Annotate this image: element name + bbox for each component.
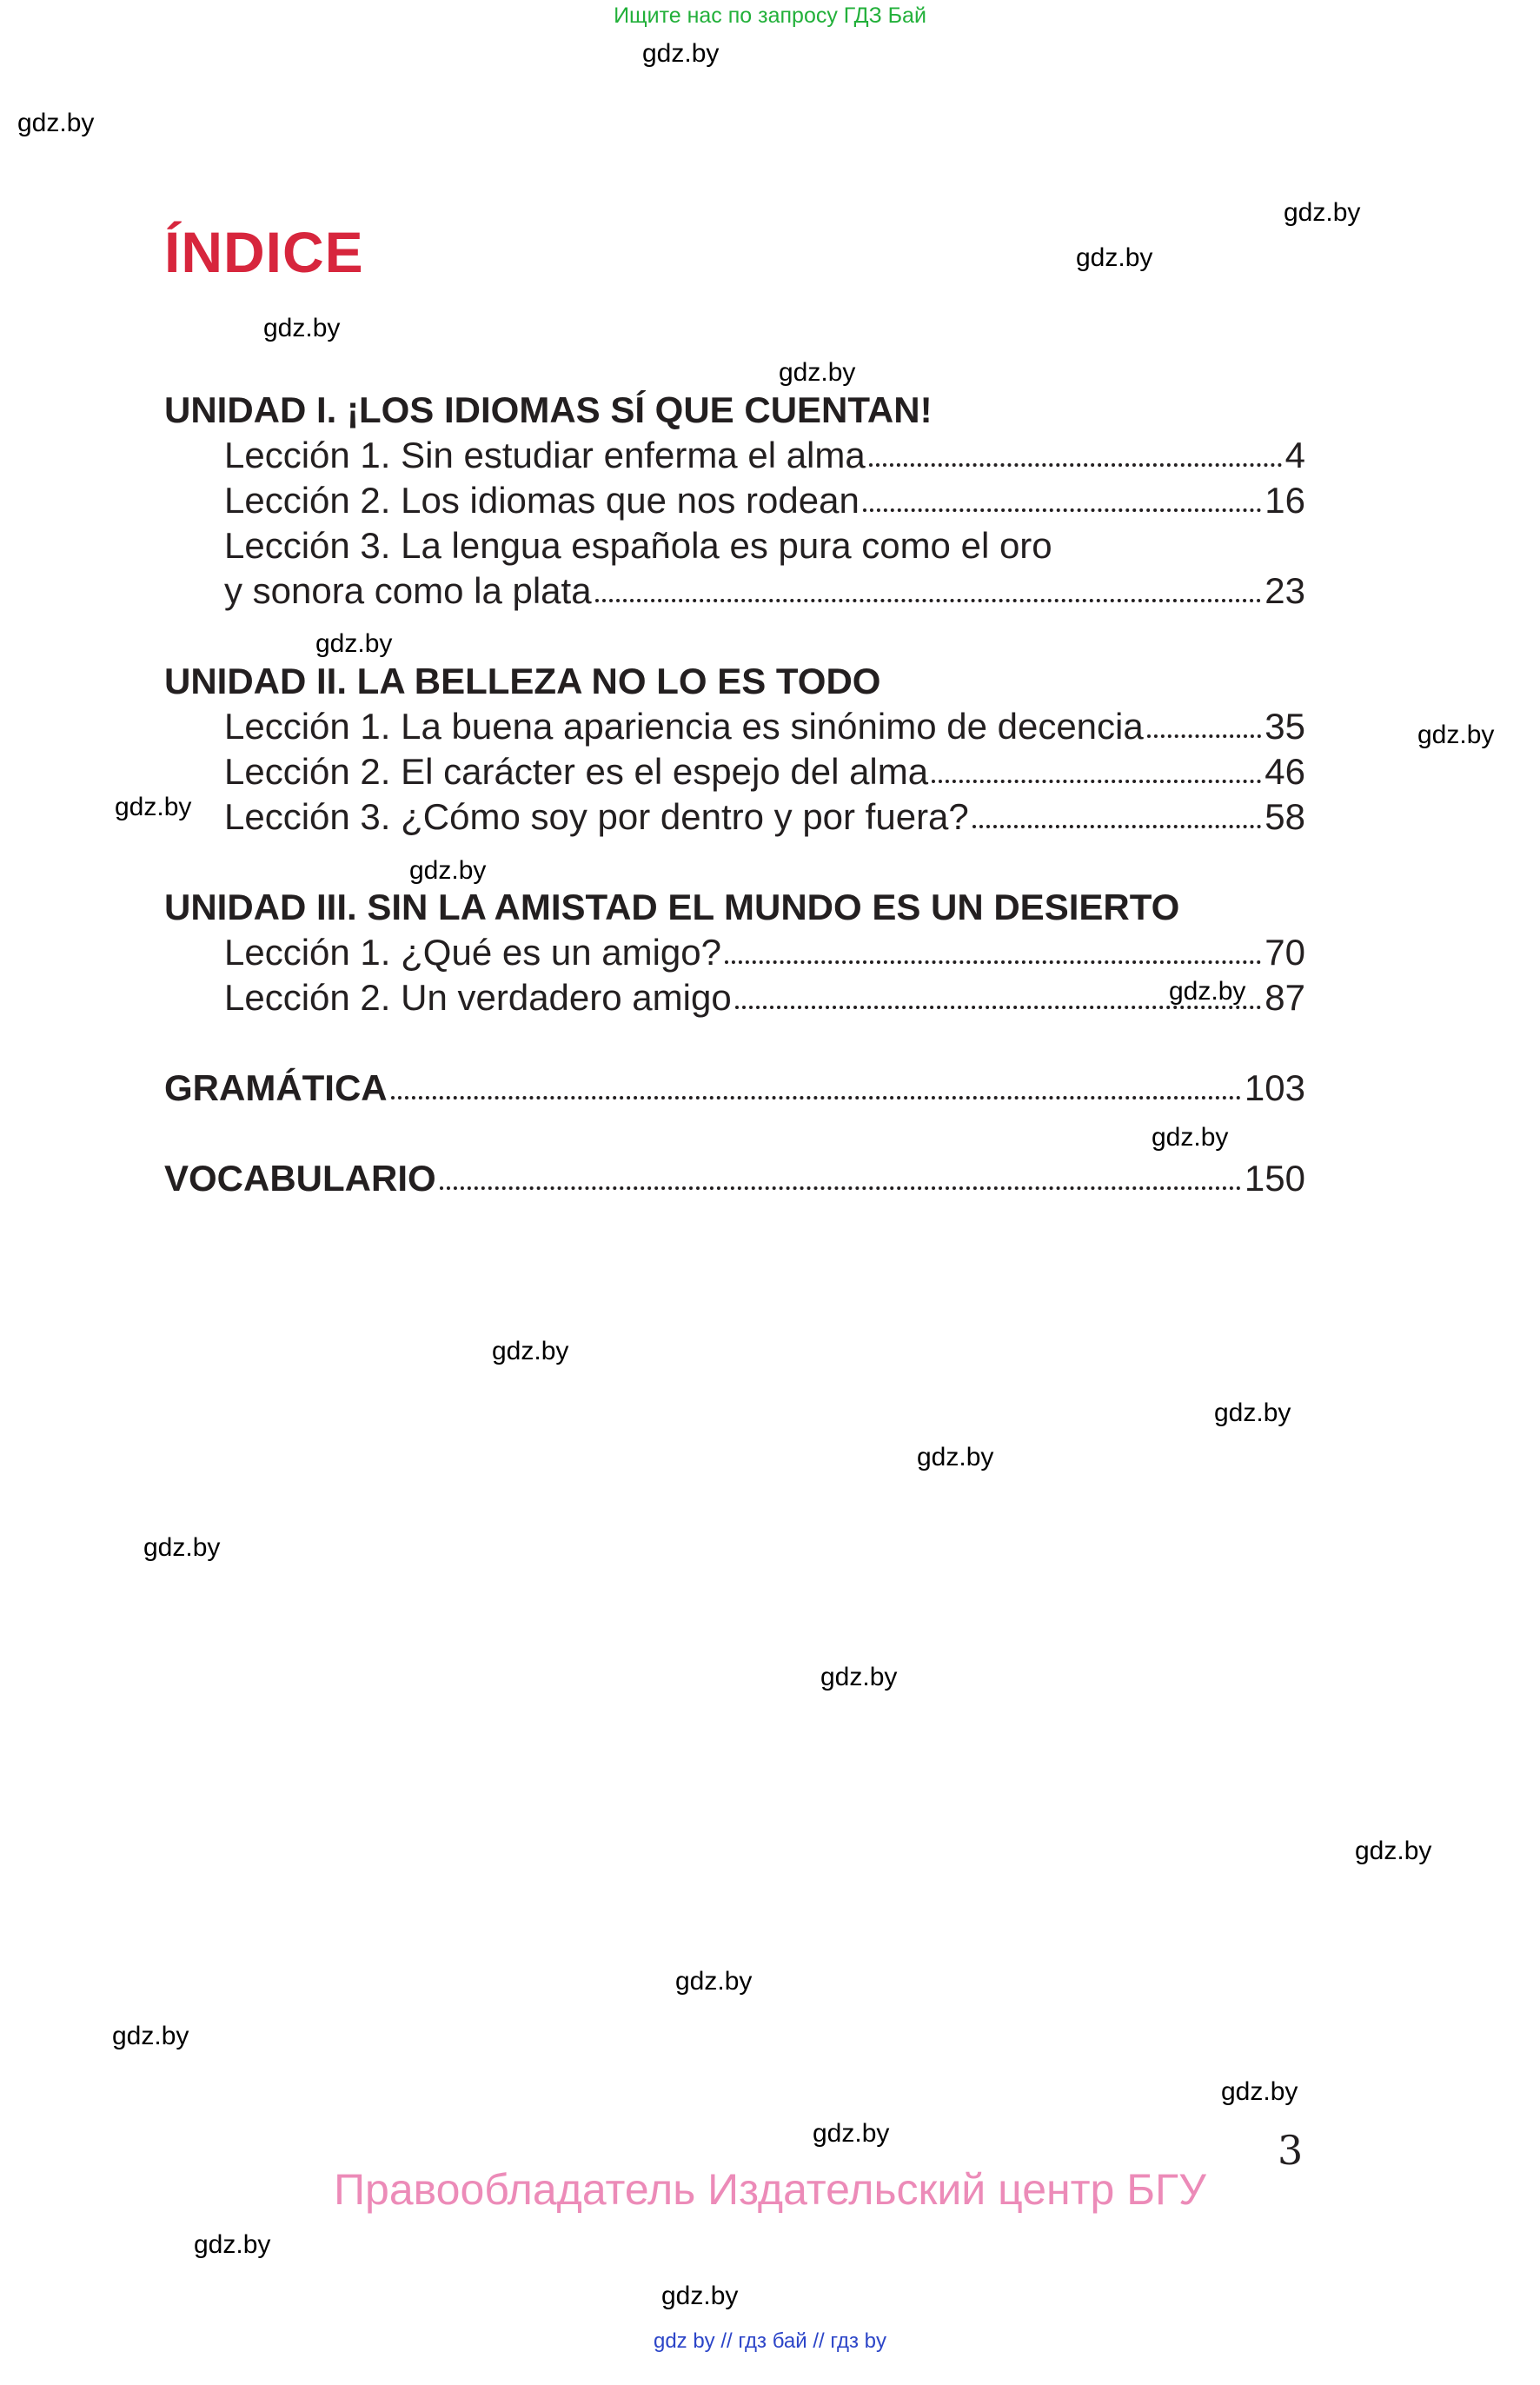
watermark: gdz.by [1169,977,1246,1006]
toc-entry-text: Lección 1. Sin estudiar enferma el alma [224,435,866,475]
toc-entry[interactable] [224,796,1305,838]
toc-entry[interactable] [224,480,1305,522]
watermark: gdz.by [315,629,393,658]
watermark: gdz.by [1417,721,1495,749]
watermark: gdz.by [1152,1123,1229,1152]
dot-leader [863,508,1261,512]
toc-section-page: 103 [1244,1067,1305,1108]
toc-entry-text: Lección 3. ¿Cómo soy por dentro y por fuera? [224,796,969,837]
unit-heading: UNIDAD II. LA BELLEZA NO LO ES TODO [164,661,881,701]
watermark: gdz.by [1214,1398,1291,1427]
toc-entry-text: Lección 2. Los idiomas que nos rodean [224,480,860,521]
toc-entry-page: 70 [1265,932,1305,973]
toc-entry-text: y sonora como la plata [224,570,592,611]
watermark: gdz.by [263,314,341,342]
dot-leader [391,1096,1241,1099]
toc-entry-text: Lección 1. ¿Qué es un amigo? [224,932,722,973]
dot-leader [440,1186,1241,1190]
watermark: gdz.by [675,1967,753,1996]
watermark: gdz.by [1355,1837,1432,1865]
toc-entry-page: 58 [1265,796,1305,837]
unit-heading: UNIDAD III. SIN LA AMISTAD EL MUNDO ES UN DESIERTO [164,887,1180,927]
watermark: gdz.by [1076,243,1153,272]
toc-entry-page: 23 [1265,570,1305,611]
toc-entry-text[interactable]: Lección 3. La lengua española es pura como el oro [224,525,1052,566]
watermark: gdz.by [409,856,487,885]
toc-entry-text: Lección 2. Un verdadero amigo [224,977,732,1018]
watermark: gdz.by [779,358,856,387]
watermark: gdz.by [1221,2077,1298,2106]
unit-heading: UNIDAD I. ¡LOS IDIOMAS SÍ QUE CUENTAN! [164,389,933,430]
dot-leader [735,1006,1262,1009]
toc-entry-page: 35 [1265,706,1305,747]
page-number: 3 [1278,2127,1304,2174]
toc-entry[interactable] [224,570,1305,612]
toc-entry-page: 4 [1284,435,1305,475]
toc-entry[interactable] [224,751,1305,793]
toc-section[interactable] [164,1067,1305,1109]
toc-entry[interactable] [224,977,1305,1019]
page-title: ÍNDICE [164,220,364,284]
toc-entry[interactable] [224,706,1305,747]
toc-entry[interactable] [224,435,1305,476]
watermark: gdz.by [143,1533,221,1562]
watermark: gdz.by [813,2119,890,2148]
toc-entry-page: 46 [1265,751,1305,792]
watermark: gdz.by [115,793,192,821]
watermark: gdz.by [820,1663,898,1691]
watermark: gdz.by [194,2230,271,2259]
watermark: gdz.by [17,109,95,137]
dot-leader [869,463,1282,467]
toc-entry-text: Lección 2. El carácter es el espejo del alma [224,751,929,792]
dot-leader [725,960,1261,964]
watermark: gdz.by [642,39,720,68]
rights-holder-notice: Правообладатель Издательский центр БГУ [334,2165,1206,2214]
dot-leader [595,599,1262,602]
toc-section-text: VOCABULARIO [164,1158,436,1199]
toc-entry-page: 16 [1265,480,1305,521]
footer-links[interactable]: gdz by // гдз бай // гдз by [653,2329,887,2353]
promo-banner[interactable]: Ищите нас по запросу ГДЗ Бай [614,3,926,28]
watermark: gdz.by [492,1337,569,1365]
dot-leader [972,825,1262,828]
toc-entry-text: Lección 1. La buena apariencia es sinónimo de decencia [224,706,1144,747]
watermark: gdz.by [661,2282,739,2310]
toc-entry-page: 87 [1265,977,1305,1018]
watermark: gdz.by [917,1443,994,1472]
dot-leader [1147,734,1262,738]
dot-leader [932,780,1261,783]
watermark: gdz.by [1284,198,1361,227]
watermark: gdz.by [112,2022,189,2050]
toc-entry[interactable] [224,932,1305,973]
toc-section-text: GRAMÁTICA [164,1067,388,1108]
toc-section[interactable] [164,1158,1305,1199]
toc-section-page: 150 [1244,1158,1305,1199]
